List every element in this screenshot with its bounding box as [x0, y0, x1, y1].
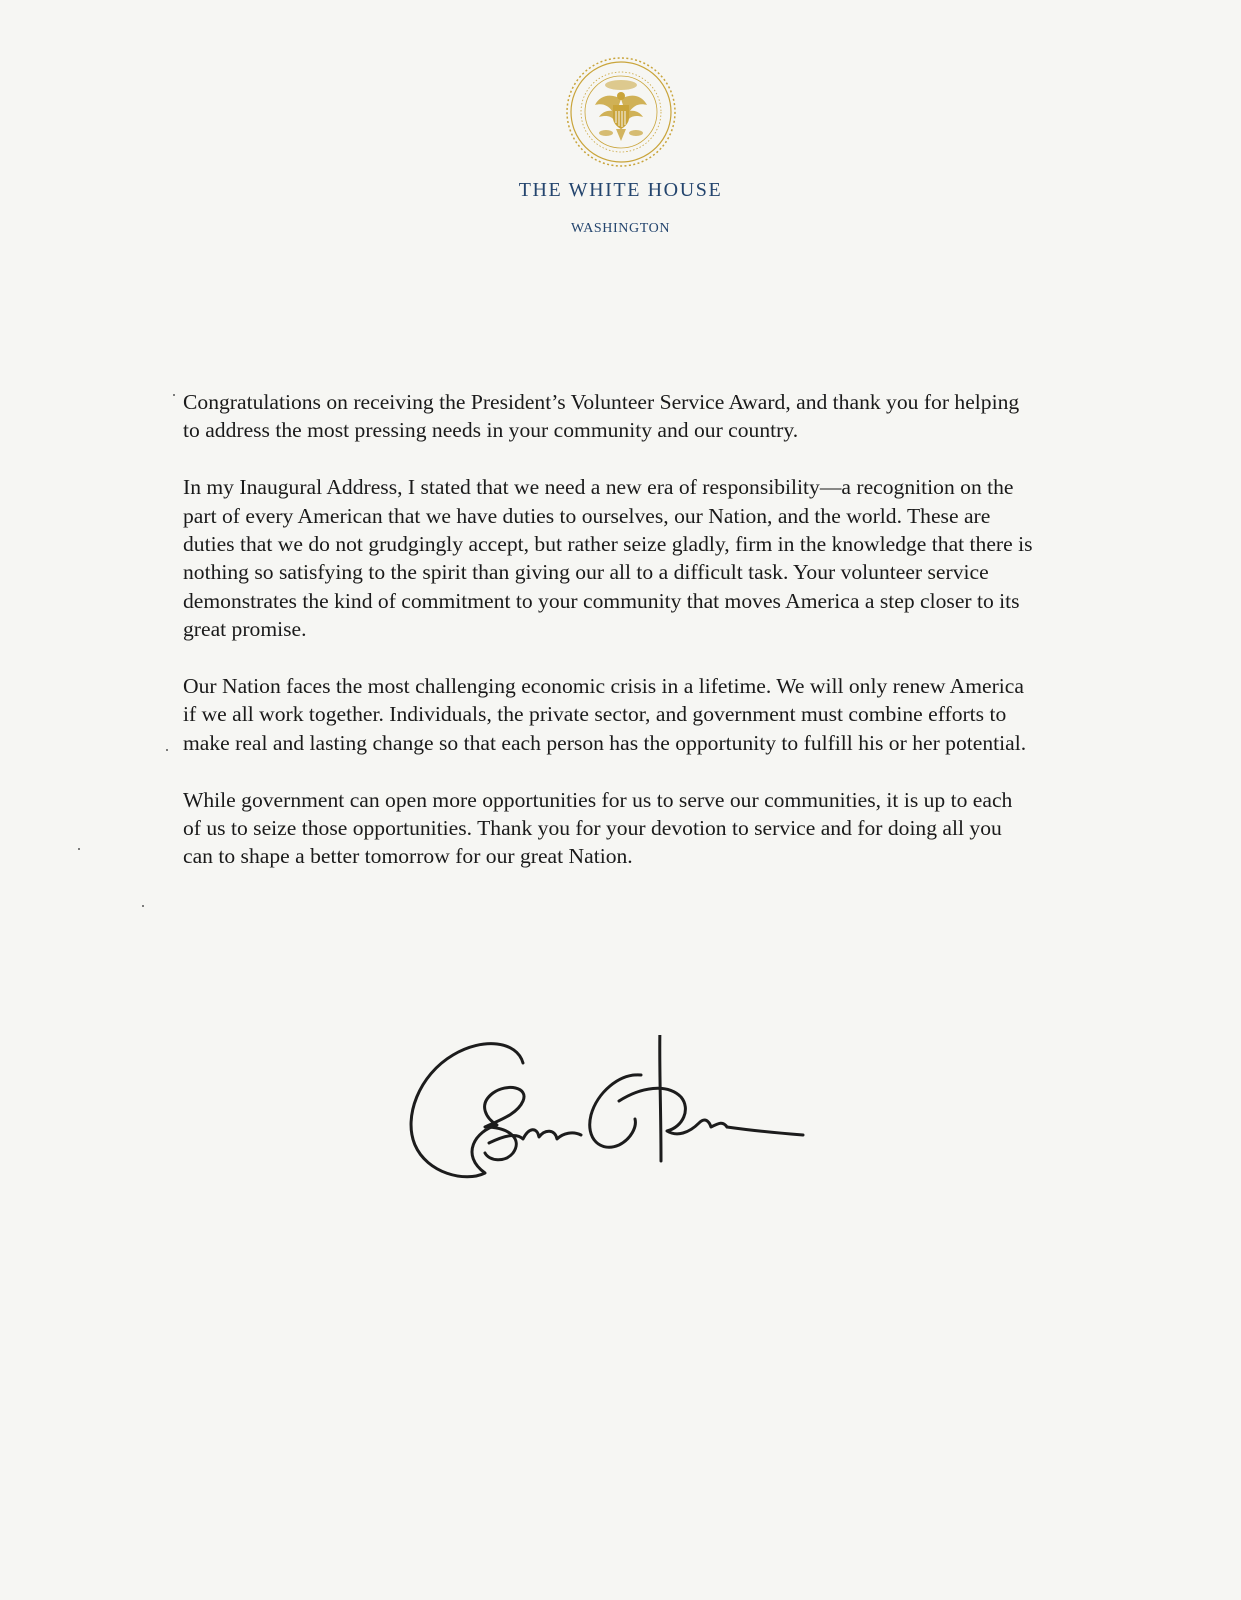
scan-speck [142, 905, 144, 907]
scan-speck [166, 749, 168, 751]
letter-paragraph: In my Inaugural Address, I stated that we need a new era of responsibility—a recognition on the part of every American that we have duties to ourselves, our Nation, and the world. These are duties that we do not grudgingly accept, but rather seize gladly, firm in the knowledge that there is nothing so satisfying to the spirit than giving our all to a difficult task. Your volunteer service demonstrates the kind of commitment to your community that moves America a step closer to its great promise. [183, 475, 1033, 642]
scan-speck [173, 394, 175, 396]
letter-paragraph: Congratulations on receiving the President’s Volunteer Service Award, and thank you for helping to address the most pressing needs in your community and our country. [183, 390, 1020, 443]
letter-paragraph: Our Nation faces the most challenging economic crisis in a lifetime. We will only renew America if we all work together. Individuals, the private sector, and government must combine efforts to make real and lasting change so that each person has the opportunity to fulfill his or her potential. [183, 674, 1027, 755]
letterhead [0, 55, 1241, 169]
letter-body [183, 388, 1033, 899]
presidential-seal-icon [564, 55, 678, 169]
organization-name: THE WHITE HOUSE [518, 179, 723, 201]
scan-speck [78, 848, 80, 850]
organization-city: WASHINGTON [570, 221, 671, 236]
letter-paragraph: While government can open more opportunities for us to serve our communities, it is up to each of us to seize those opportunities. Thank you for your devotion to service and for doing all you can to shape a better tomorrow for our great Nation. [183, 787, 1013, 869]
handwritten-signature-icon [405, 1035, 825, 1210]
